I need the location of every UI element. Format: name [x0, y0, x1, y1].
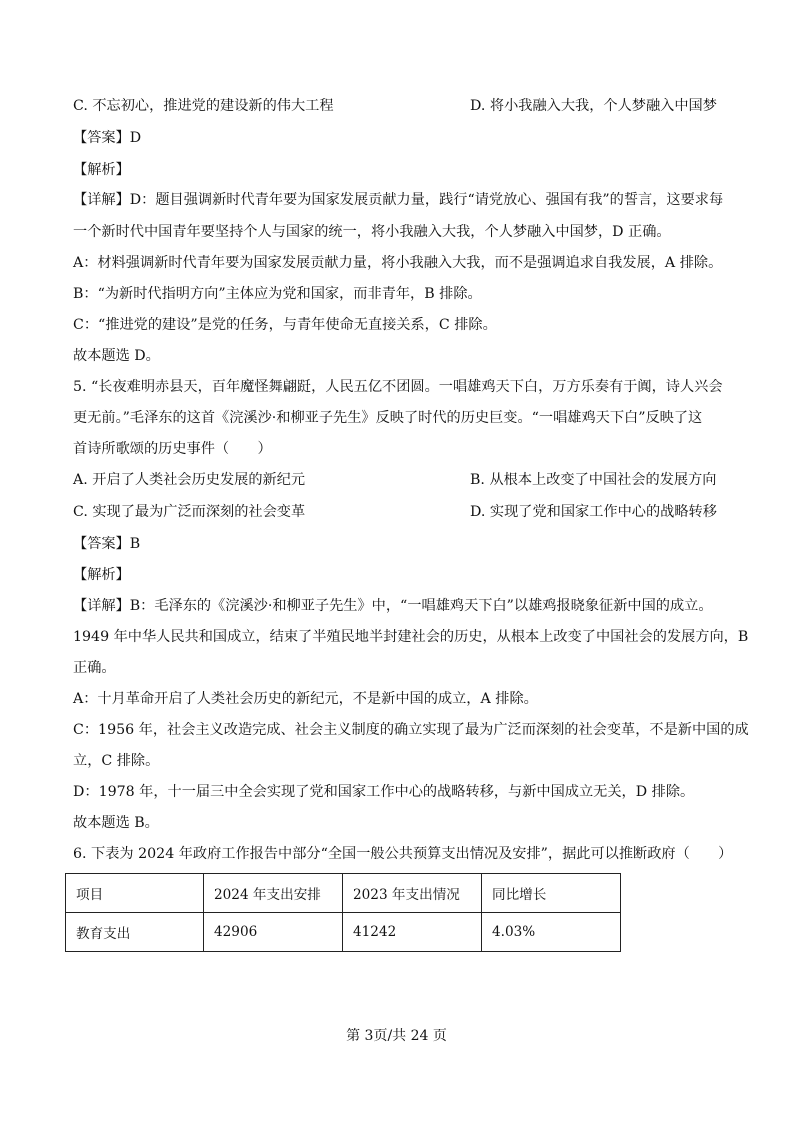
q5-options-row: [73, 470, 717, 490]
q6-stem: 6. 下表为 2024 年政府工作报告中部分“全国一般公共预算支出情况及安排”，据此可以推断政府（ ）: [73, 846, 733, 862]
q4-options-row: [73, 96, 717, 116]
q5-conclusion: 故本题选 B。: [73, 815, 159, 831]
budget-table: [65, 873, 621, 952]
q5-answer: 【答案】B: [73, 536, 141, 552]
table-header-row: [66, 874, 621, 913]
q4-analysis-line: 【详解】D：题目强调新时代青年要为国家发展贡献力量，践行“请党放心、强国有我”的誓言，这要求每: [73, 192, 724, 208]
table-cell: 42906: [204, 913, 343, 952]
table-cell: 41242: [343, 913, 482, 952]
q4-option-d: D. 将小我融入大我，个人梦融入中国梦: [470, 98, 717, 114]
table-cell: 教育支出: [66, 913, 204, 952]
table-header-cell: 2023 年支出情况: [343, 874, 482, 913]
page-footer: 第 3页/共 24 页: [346, 1028, 447, 1044]
q5-analysis-line: D：1978 年，十一届三中全会实现了党和国家工作中心的战略转移，与新中国成立无关，D 排除。: [73, 784, 695, 800]
table-row: [66, 913, 621, 952]
table-header-cell: 同比增长: [482, 874, 621, 913]
q4-analysis-line: 一个新时代中国青年要坚持个人与国家的统一，将小我融入大我，个人梦融入中国梦，D 正确。: [73, 224, 671, 240]
q5-analysis-line: A：十月革命开启了人类社会历史的新纪元，不是新中国的成立，A 排除。: [73, 691, 538, 707]
q4-answer: 【答案】D: [73, 130, 142, 146]
q4-conclusion: 故本题选 D。: [73, 348, 160, 364]
q5-analysis-line: 立，C 排除。: [73, 753, 160, 769]
q4-analysis-title: 【解析】: [73, 162, 130, 178]
q5-option-d: D. 实现了党和国家工作中心的战略转移: [470, 504, 717, 520]
q4-option-c: C. 不忘初心，推进党的建设新的伟大工程: [73, 98, 334, 114]
q5-analysis-line: 1949 年中华人民共和国成立，结束了半殖民地半封建社会的历史，从根本上改变了中国社会的发展方向，B: [73, 629, 749, 645]
q5-stem-line: 5. “长夜难明赤县天，百年魔怪舞翩跹，人民五亿不团圆。一唱雄鸡天下白，万方乐奏有于阗，诗人兴会: [73, 379, 723, 395]
q5-analysis-line: C：1956 年，社会主义改造完成、社会主义制度的确立实现了最为广泛而深刻的社会变革，不是新中国的成: [73, 722, 749, 738]
table-header-cell: 2024 年支出安排: [204, 874, 343, 913]
q5-options-row: [73, 502, 717, 522]
q5-option-a: A. 开启了人类社会历史发展的新纪元: [73, 472, 306, 488]
q5-option-c: C. 实现了最为广泛而深刻的社会变革: [73, 504, 306, 520]
q5-analysis-line: 【详解】B：毛泽东的《浣溪沙·和柳亚子先生》中，“一唱雄鸡天下白”以雄鸡报晓象征新中国的成立。: [73, 598, 713, 614]
q5-analysis-line: 正确。: [73, 660, 116, 676]
q4-analysis-line: B：“为新时代指明方向”主体应为党和国家，而非青年，B 排除。: [73, 286, 482, 302]
table-cell: 4.03%: [482, 913, 621, 952]
table-header-cell: 项目: [66, 874, 204, 913]
q5-stem-line: 首诗所歌颂的历史事件（ ）: [73, 441, 272, 457]
q4-analysis-line: C：“推进党的建设”是党的任务，与青年使命无直接关系，C 排除。: [73, 317, 497, 333]
q5-option-b: B. 从根本上改变了中国社会的发展方向: [470, 472, 717, 488]
q4-analysis-line: A：材料强调新时代青年要为国家发展贡献力量，将小我融入大我，而不是强调追求自我发展，A 排除。: [73, 255, 723, 271]
q5-analysis-title: 【解析】: [73, 567, 130, 583]
q5-stem-line: 更无前。”毛泽东的这首《浣溪沙·和柳亚子先生》反映了时代的历史巨变。“一唱雄鸡天下白”反映了这: [73, 410, 703, 426]
